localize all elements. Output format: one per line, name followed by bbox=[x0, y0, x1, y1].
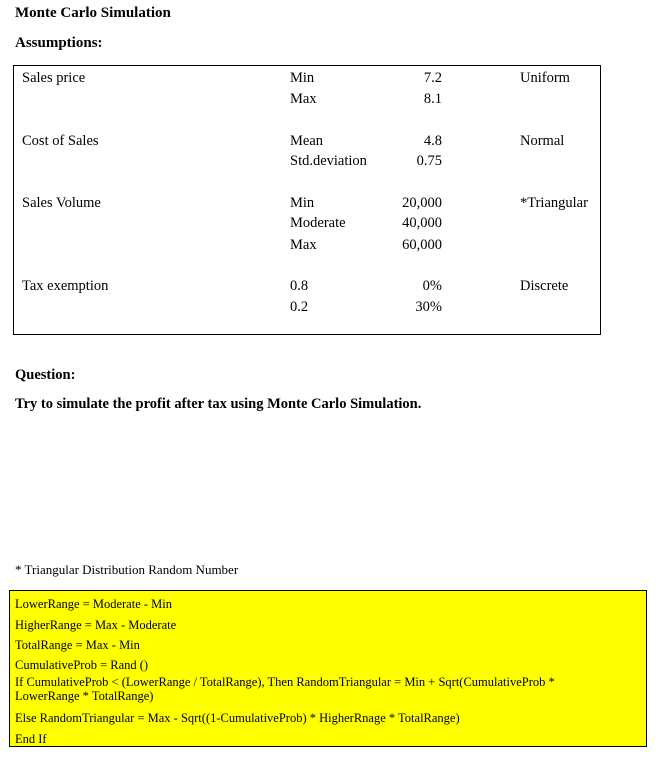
param-value: 4.8 bbox=[423, 133, 442, 149]
param-label: Mean bbox=[290, 133, 324, 149]
code-line: LowerRange = Moderate - Min bbox=[15, 597, 173, 611]
param-label: 0.8 bbox=[290, 278, 309, 294]
param-value: 0% bbox=[422, 278, 442, 294]
code-line: TotalRange = Max - Min bbox=[15, 638, 140, 652]
param-label: 0.2 bbox=[290, 299, 309, 315]
assumptions-table bbox=[13, 65, 601, 335]
param-value: 60,000 bbox=[402, 237, 442, 253]
param-label: Min bbox=[290, 195, 315, 211]
param-label: Min bbox=[290, 70, 315, 86]
distribution-label: *Triangular bbox=[520, 195, 588, 211]
code-line: If CumulativeProb < (LowerRange / TotalRange), Then RandomTriangular = Min + Sqrt(CumulativeProb * bbox=[15, 675, 555, 689]
param-label: Max bbox=[290, 91, 317, 107]
param-value: 20,000 bbox=[402, 195, 442, 211]
code-line: CumulativeProb = Rand () bbox=[15, 658, 149, 672]
assumptions-heading: Assumptions: bbox=[15, 35, 103, 51]
param-value: 40,000 bbox=[402, 215, 442, 231]
code-line: LowerRange * TotalRange) bbox=[15, 689, 154, 703]
page-title: Monte Carlo Simulation bbox=[15, 5, 171, 21]
triangular-code-box bbox=[9, 590, 647, 747]
param-value: 30% bbox=[415, 299, 442, 315]
row-label-sales-volume: Sales Volume bbox=[22, 195, 101, 211]
param-label: Std.deviation bbox=[290, 153, 367, 169]
question-text: Try to simulate the profit after tax using Monte Carlo Simulation. bbox=[15, 396, 422, 412]
distribution-label: Uniform bbox=[520, 70, 570, 86]
question-heading: Question: bbox=[15, 367, 76, 383]
param-value: 0.75 bbox=[416, 153, 442, 169]
row-label-tax-exemption: Tax exemption bbox=[22, 278, 109, 294]
param-value: 8.1 bbox=[423, 91, 442, 107]
footnote: * Triangular Distribution Random Number bbox=[15, 562, 239, 577]
code-line: End If bbox=[15, 732, 47, 746]
distribution-label: Discrete bbox=[520, 278, 569, 294]
param-label: Moderate bbox=[290, 215, 346, 231]
distribution-label: Normal bbox=[520, 133, 565, 149]
param-label: Max bbox=[290, 237, 317, 253]
param-value: 7.2 bbox=[423, 70, 442, 86]
code-line: Else RandomTriangular = Max - Sqrt((1-CumulativeProb) * HigherRnage * TotalRange) bbox=[15, 711, 460, 725]
row-label-cost-of-sales: Cost of Sales bbox=[22, 133, 99, 149]
code-line: HigherRange = Max - Moderate bbox=[15, 618, 177, 632]
row-label-sales-price: Sales price bbox=[22, 70, 86, 86]
